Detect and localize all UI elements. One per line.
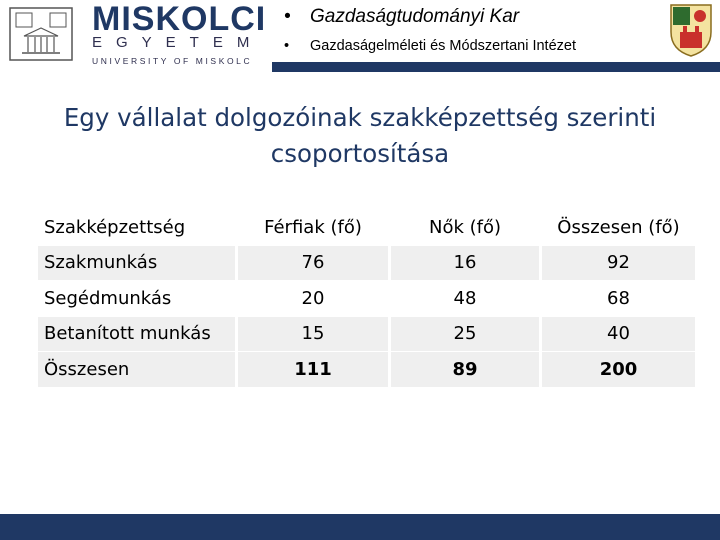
table-header-row [38,210,695,245]
institute-label: Gazdaságelméleti és Módszertani Intézet [310,38,576,54]
faculty-label: Gazdaságtudományi Kar [310,6,520,27]
faculty-name [284,6,519,28]
title-line-2: csoportosítása [270,139,450,168]
header-rule [272,62,720,72]
table-cell: Betanított munkás [38,316,235,352]
header-cell-men: Férfiak (fő) [235,210,388,245]
table-row [38,280,695,316]
table-cell: 16 [388,245,539,281]
footer-bar [0,514,720,540]
table-row [38,245,695,281]
header [0,0,720,72]
table-cell: 76 [235,245,388,281]
slide-title [0,100,720,172]
bullet-icon: • [284,6,291,27]
table-cell: 89 [388,351,539,387]
table-cell: 200 [539,351,695,387]
university-crest-icon [8,6,74,62]
table-cell: 20 [235,280,388,316]
table-cell: Szakmunkás [38,245,235,281]
table-cell: 15 [235,316,388,352]
table-cell: 40 [539,316,695,352]
table-cell: 68 [539,280,695,316]
table-row [38,316,695,352]
table-total-row [38,351,695,387]
institute-name [284,38,576,54]
data-table [38,210,695,387]
table-cell: 25 [388,316,539,352]
logo-tagline: UNIVERSITY OF MISKOLC [92,56,253,66]
bullet-icon: • [284,38,290,54]
coat-of-arms-icon [668,2,714,58]
university-logo [0,0,272,72]
header-cell-total: Összesen (fő) [539,210,695,245]
table-cell: Összesen [38,351,235,387]
header-cell-qualification: Szakképzettség [38,210,235,245]
header-cell-women: Nők (fő) [388,210,539,245]
table-cell: Segédmunkás [38,280,235,316]
title-line-1: Egy vállalat dolgozóinak szakképzettség szerinti [63,103,657,132]
table-cell: 48 [388,280,539,316]
logo-wordmark: MISKOLCI [92,0,267,38]
table-cell: 92 [539,245,695,281]
table-cell: 111 [235,351,388,387]
logo-subtitle: EGYETEM [92,34,264,51]
